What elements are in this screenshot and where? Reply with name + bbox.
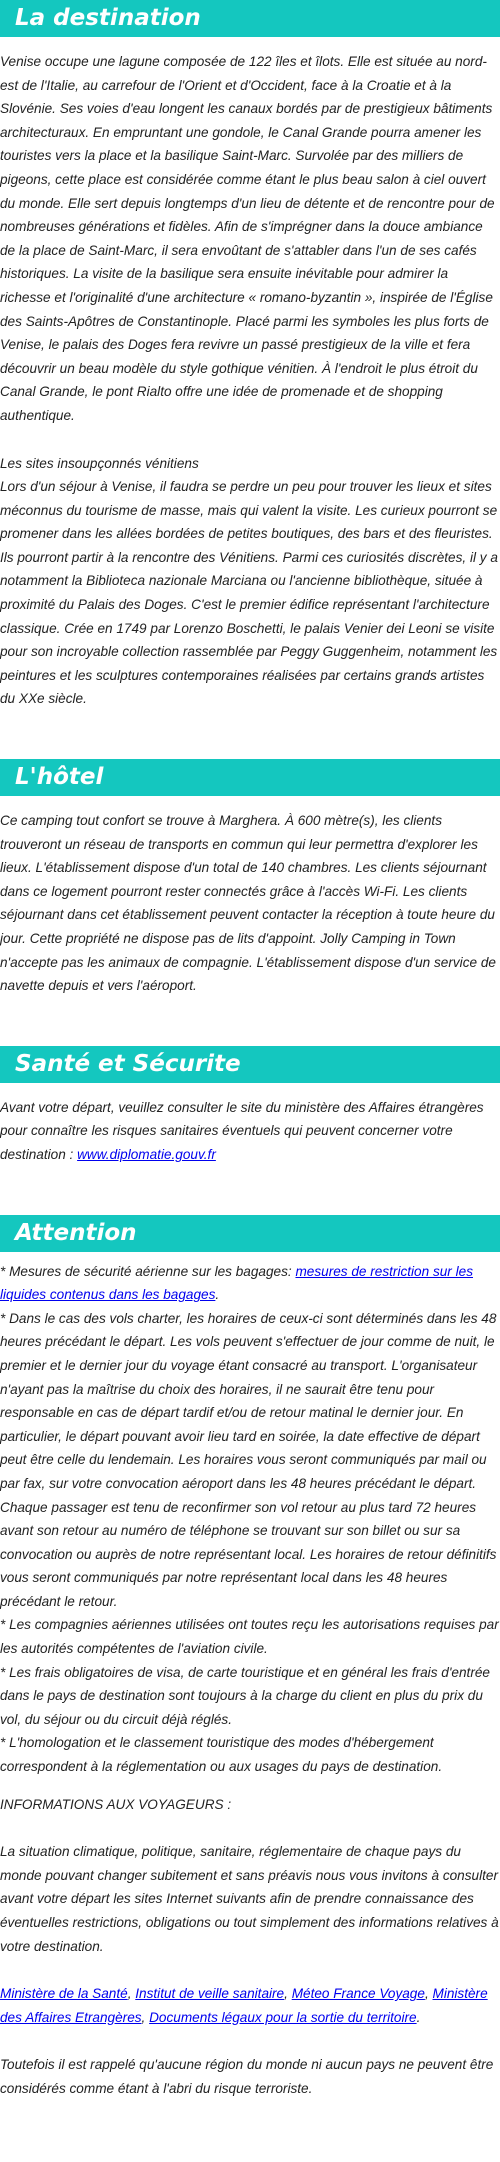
attention-heading: Attention: [0, 1215, 500, 1252]
bagages-prefix: * Mesures de sécurité aérienne sur les bagages:: [0, 1263, 296, 1279]
info-text: La situation climatique, politique, sanitaire, réglementaire de chaque pays du monde pouvant changer subitement et sans préavis nous vous invitons à consulter avant votre départ les sites Internet suivants afin de prendre connaissance des éventuelles restrictions, obligations ou tout simplement des informations relatives à votre destination.: [0, 1844, 499, 1954]
closing-text: Toutefois il est rappelé qu'aucune région du monde ni aucun pays ne peuvent être considérés comme étant à l'abri du risque terroriste.: [0, 2057, 494, 2096]
info-title: INFORMATIONS AUX VOYAGEURS :: [0, 1796, 232, 1812]
link-separator: ,: [284, 1986, 292, 2002]
sante-text: [0, 1096, 500, 1167]
affaires-etrangeres-link[interactable]: Ministère des Affaires Etrangères: [0, 1986, 488, 2025]
sante-text-body: Avant votre départ, veuillez consulter le site du ministère des Affaires étrangères pour connaître les risques sanitaires éventuels qui peuvent concerner votre destination :: [0, 1099, 484, 1162]
documents-legaux-link[interactable]: Documents légaux pour la sortie du territoire: [149, 2009, 417, 2025]
attention-item-frais: * Les frais obligatoires de visa, de carte touristique et en général les frais d'entrée dans le pays de destination sont toujours à la charge du client en plus du prix du vol, du séjour ou du circuit déjà réglés.: [0, 1664, 490, 1727]
info-links: [0, 1982, 500, 2029]
attention-section: [0, 1215, 500, 2101]
hotel-text: Ce camping tout confort se trouve à Marghera. À 600 mètre(s), les clients trouveront un réseau de transports en commun qui leur permettra d'explorer les lieux. L'établissement dispose d'un total de 140 chambres. Les clients séjournant dans ce logement pourront rester connectés grâce à l'accès Wi-Fi. Les clients séjournant dans cet établissement peuvent contacter la réception à toute heure du jour. Cette propriété ne dispose pas de lits d'appoint. Jolly Camping in Town n'accepte pas les animaux de compagnie. L'établissement dispose d'un service de navette depuis et vers l'aéroport.: [0, 813, 496, 994]
attention-item-homologation: * L'homologation et le classement touristique des modes d'hébergement correspondent à la réglementation ou aux usages du pays de destination.: [0, 1735, 443, 1775]
link-separator: ,: [424, 1986, 433, 2002]
sites-text: Lors d'un séjour à Venise, il faudra se perdre un peu pour trouver les lieux et sites méconnus du tourisme de masse, mais qui valent la visite. Les curieux pourront se promener dans les allées bordées de petites boutiques, des bars et des fleuristes. Ils pourront partir à la rencontre des Vénitiens. Parmi ces curiosités discrètes, il y a notamment la Biblioteca nazionale Marciana ou l'ancienne bibliothèque, située à proximité du Palais des Doges. C'est le premier édifice représentant l'architecture classique. Crée en 1749 par Lorenzo Boschetti, le palais Venier dei Leoni se visite pour son incroyable collection rassemblée par Peggy Guggenheim, notamment les peintures et les sculptures contemporaines réalisées par certains grands artistes du XXe siècle.: [0, 479, 498, 707]
destination-body: [0, 50, 500, 711]
attention-item-bagages: [0, 1260, 500, 1307]
ministere-sante-link[interactable]: Ministère de la Santé: [0, 1986, 128, 2002]
destination-heading: La destination: [0, 0, 500, 37]
sante-section: [0, 1046, 500, 1167]
link-separator: ,: [141, 2009, 150, 2025]
attention-item-compagnies: * Les compagnies aériennes utilisées ont toutes reçu les autorisations requises par les autorités compétentes de l'aviation civile.: [0, 1617, 499, 1657]
attention-item-charter: * Dans le cas des vols charter, les horaires de ceux-ci sont déterminés dans les 48 heures précédant le départ. Les vols peuvent s'effectuer de jour comme de nuit, le premier et le dernier jour du voyage étant consacré au transport. L'organisateur n'ayant pas la maîtrise du choix des horaires, il ne saurait être tenu pour responsable en cas de départ tardif et/ou de retour matinal le dernier jour. En particulier, le départ pouvant avoir lieu tard en soirée, la date effective de départ peut être celle du lendemain. Les horaires vous seront communiqués par mail ou par fax, sur votre convocation aéroport dans les 48 heures précédant le départ. Chaque passager est tenu de reconfirmer son vol retour au plus tard 72 heures avant son retour au numéro de téléphone se trouvant sur son billet ou sur sa convocation ou auprès de notre représentant local. Les horaires de retour définitifs vous seront communiqués par notre représentant local dans les 48 heures précédant le retour.: [0, 1310, 497, 1609]
sante-heading: Santé et Sécurite: [0, 1046, 500, 1083]
destination-section: [0, 0, 500, 711]
diplomatie-link[interactable]: www.diplomatie.gouv.fr: [77, 1146, 216, 1162]
destination-intro: Venise occupe une lagune composée de 122 îles et îlots. Elle est située au nord-est de l'Italie, au carrefour de l'Orient et d'Occident, face à la Croatie et à la Slovénie. Ses voies d'eau longent les canaux bordés par de prestigieux bâtiments architecturaux. En empruntant une gondole, le Canal Grande pourra amener les touristes vers la place et la basilique Saint-Marc. Survolée par des milliers de pigeons, cette place est considérée comme étant le plus beau salon à ciel ouvert du monde. Elle sert depuis longtemps d'un lieu de détente et de rencontre pour de nombreuses générations et fidèles. Afin de s'imprégner dans la douce ambiance de la place de Saint-Marc, il sera envoûtant de s'attabler dans l'un de ses cafés historiques. La visite de la basilique sera ensuite inévitable pour admirer la richesse et l'originalité d'une architecture « romano-byzantin », inspirée de l'Église des Saints-Apôtres de Constantinople. Placé parmi les symboles les plus forts de Venise, le palais des Doges fera revivre un passé prestigieux de la ville et fera découvrir un beau modèle du style gothique vénitien. À l'endroit le plus étroit du Canal Grande, le pont Rialto offre une idée de promenade et de shopping authentique.: [0, 54, 495, 423]
link-end: .: [416, 2009, 421, 2025]
link-separator: ,: [127, 1986, 136, 2002]
liquides-restriction-link[interactable]: mesures de restriction sur les liquides contenus dans les bagages: [0, 1263, 473, 1303]
hotel-heading: L'hôtel: [0, 759, 500, 796]
sites-subtitle: Les sites insoupçonnés vénitiens: [0, 455, 199, 471]
bagages-suffix: .: [215, 1287, 220, 1303]
hotel-section: [0, 759, 500, 998]
meteo-france-link[interactable]: Méteo France Voyage: [291, 1986, 425, 2002]
veille-sanitaire-link[interactable]: Institut de veille sanitaire: [135, 1986, 285, 2002]
